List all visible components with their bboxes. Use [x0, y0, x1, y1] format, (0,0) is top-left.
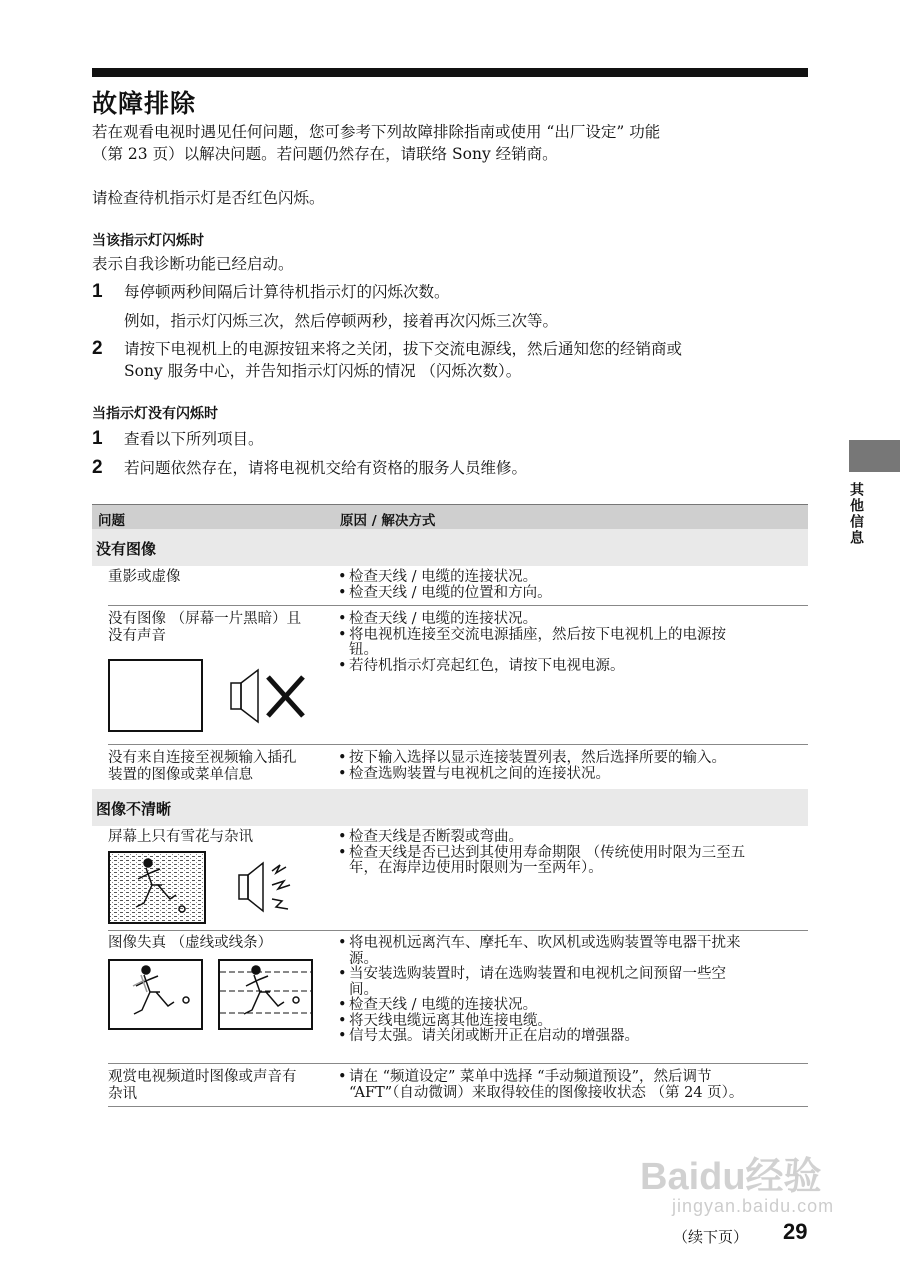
- speaker-muted-icon: [231, 670, 303, 722]
- row-divider: [108, 605, 808, 606]
- step-text: Sony 服务中心，并告知指示灯闪烁的情况 （闪烁次数）。: [124, 362, 522, 380]
- cause-text: 检查天线 / 电缆的连接状况。: [349, 569, 538, 585]
- section-header: [92, 529, 808, 566]
- cause-text: 若待机指示灯亮起红色，请按下电视电源。: [349, 657, 625, 674]
- problem-cell: [108, 750, 297, 784]
- lined-screen-icon: [219, 960, 312, 1029]
- blank-screen-icon: [109, 660, 202, 731]
- continued-note: （续下页）: [673, 1228, 749, 1246]
- step-text: 查看以下所列项目。: [124, 430, 264, 448]
- cause-text: 源。: [349, 950, 378, 967]
- row-divider: [108, 1063, 808, 1064]
- problem-cell: [108, 935, 272, 952]
- cause-text: 按下输入选择以显示连接装置列表，然后选择所要的输入。: [349, 750, 726, 766]
- problem-text: 没有来自连接至视频输入插孔: [108, 750, 297, 766]
- row-divider: [108, 744, 808, 745]
- cause-text: 当安装选购装置时，请在选购装置和电视机之间预留一些空: [349, 966, 726, 982]
- cause-list: • 将电视机远离汽车、摩托车、吹风机或选购装置等电器干扰来 源。 • 当安装选购装置时，请在选购装置和电视机之间预留一些空 间。 • 检查天线 / 电缆的连接状况。 • 将天线电缆远离其他连接电缆。 • 信号太强。请关闭或断开正在启动的增强器。: [338, 935, 741, 1044]
- cause-text: 检查天线 / 电缆的连接状况。: [349, 997, 538, 1013]
- table-bottom-rule: [108, 1106, 808, 1107]
- col-problem: 问题: [98, 513, 125, 529]
- problem-cell: [108, 569, 181, 586]
- cause-text: 检查天线 / 电缆的连接状况。: [349, 611, 538, 627]
- problem-cell: [108, 611, 301, 645]
- cause-text: 将天线电缆远离其他连接电缆。: [349, 1012, 552, 1029]
- section-title: 图像不清晰: [96, 800, 172, 818]
- cause-text: 间。: [349, 981, 378, 998]
- ghost-screen-icon: [109, 960, 202, 1029]
- cause-text: 信号太强。请关闭或断开正在启动的增强器。: [349, 1028, 639, 1044]
- section-title: 没有图像: [96, 540, 157, 558]
- section-header: [92, 789, 808, 826]
- cause-text: 检查天线 / 电缆的位置和方向。: [349, 584, 552, 601]
- intro-line-1: 若在观看电视时遇见任何问题，您可参考下列故障排除指南或使用 “出厂设定” 功能: [92, 123, 661, 141]
- problem-text: 屏幕上只有雪花与杂讯: [108, 829, 253, 845]
- cause-text: 钮。: [349, 642, 378, 658]
- step-text: 若问题依然存在，请将电视机交给有资格的服务人员维修。: [124, 459, 528, 477]
- problem-text: 杂讯: [108, 1086, 137, 1102]
- cause-text: 将电视机远离汽车、摩托车、吹风机或选购装置等电器干扰来: [349, 935, 741, 951]
- section-tab: [849, 440, 900, 472]
- problem-text: 没有图像 （屏幕一片黑暗）且: [108, 611, 302, 627]
- step-text: 每停顿两秒间隔后计算待机指示灯的闪烁次数。: [124, 283, 450, 301]
- problem-text: 观赏电视频道时图像或声音有: [108, 1069, 297, 1085]
- blinking-desc: 表示自我诊断功能已经启动。: [92, 255, 294, 273]
- cause-list: • 按下输入选择以显示连接装置列表，然后选择所要的输入。 • 检查选购装置与电视机之间的连接状况。: [338, 750, 726, 782]
- cause-text: 将电视机连接至交流电源插座，然后按下电视机上的电源按: [349, 626, 726, 643]
- no-picture-no-sound-illustration: [108, 658, 314, 734]
- step-number: 2: [92, 457, 103, 478]
- step-number: 1: [92, 281, 103, 302]
- col-cause: 原因 / 解决方式: [340, 513, 436, 529]
- speaker-noise-icon: [239, 863, 290, 911]
- cause-text: 检查天线是否已达到其使用寿命期限 （传统使用时限为三至五: [349, 844, 746, 861]
- problem-text: 没有声音: [108, 628, 166, 644]
- cause-text: 检查选购装置与电视机之间的连接状况。: [349, 765, 610, 782]
- problem-text: 重影或虚像: [108, 569, 181, 585]
- problem-cell: [108, 1069, 297, 1103]
- cause-text: 年，在海岸边使用时限则为一至两年）。: [349, 860, 603, 876]
- problem-text: 装置的图像或菜单信息: [108, 767, 253, 783]
- cause-list: • 检查天线 / 电缆的连接状况。 • 检查天线 / 电缆的位置和方向。: [338, 569, 552, 601]
- not-blinking-heading: 当指示灯没有闪烁时: [92, 406, 218, 422]
- watermark-logo: Baidu经验: [640, 1156, 822, 1198]
- check-instruction: 请检查待机指示灯是否红色闪烁。: [92, 189, 325, 207]
- step-number: 1: [92, 428, 103, 449]
- snow-noise-illustration: [108, 851, 308, 925]
- cause-list: • 请在 “频道设定” 菜单中选择 “手动频道预设”，然后调节 “AFT”（自动微调）来取得较佳的图像接收状态 （第 24 页）。: [338, 1069, 744, 1101]
- page-number: 29: [783, 1219, 808, 1244]
- side-section-label: 其他信息: [848, 482, 864, 546]
- cause-list: • 检查天线 / 电缆的连接状况。 • 将电视机连接至交流电源插座，然后按下电视机上的电源按 钮。 • 若待机指示灯亮起红色，请按下电视电源。: [338, 611, 726, 674]
- cause-text: “AFT”（自动微调）来取得较佳的图像接收状态 （第 24 页）。: [349, 1084, 744, 1101]
- table-header: [92, 504, 808, 531]
- step-text: 请按下电视机上的电源按钮来将之关闭，拔下交流电源线，然后通知您的经销商或: [124, 340, 683, 358]
- problem-cell: [108, 829, 253, 846]
- intro-line-2: （第 23 页）以解决问题。若问题仍然存在，请联络 Sony 经销商。: [92, 145, 558, 163]
- distortion-illustration: [108, 958, 314, 1032]
- blinking-heading: 当该指示灯闪烁时: [92, 233, 204, 249]
- title-rule: [92, 68, 808, 77]
- step-text: 例如，指示灯闪烁三次，然后停顿两秒，接着再次闪烁三次等。: [124, 312, 559, 330]
- noisy-screen-icon: [109, 852, 205, 923]
- cause-text: 请在 “频道设定” 菜单中选择 “手动频道预设”，然后调节: [349, 1069, 712, 1085]
- cause-text: 检查天线是否断裂或弯曲。: [349, 829, 523, 845]
- cause-list: • 检查天线是否断裂或弯曲。 • 检查天线是否已达到其使用寿命期限 （传统使用时限为三至五 年，在海岸边使用时限则为一至两年）。: [338, 829, 746, 876]
- page-title: 故障排除: [92, 89, 197, 118]
- step-number: 2: [92, 338, 103, 359]
- problem-text: 图像失真 （虚线或线条）: [108, 935, 273, 951]
- watermark-url: jingyan.baidu.com: [672, 1196, 835, 1216]
- row-divider: [108, 930, 808, 931]
